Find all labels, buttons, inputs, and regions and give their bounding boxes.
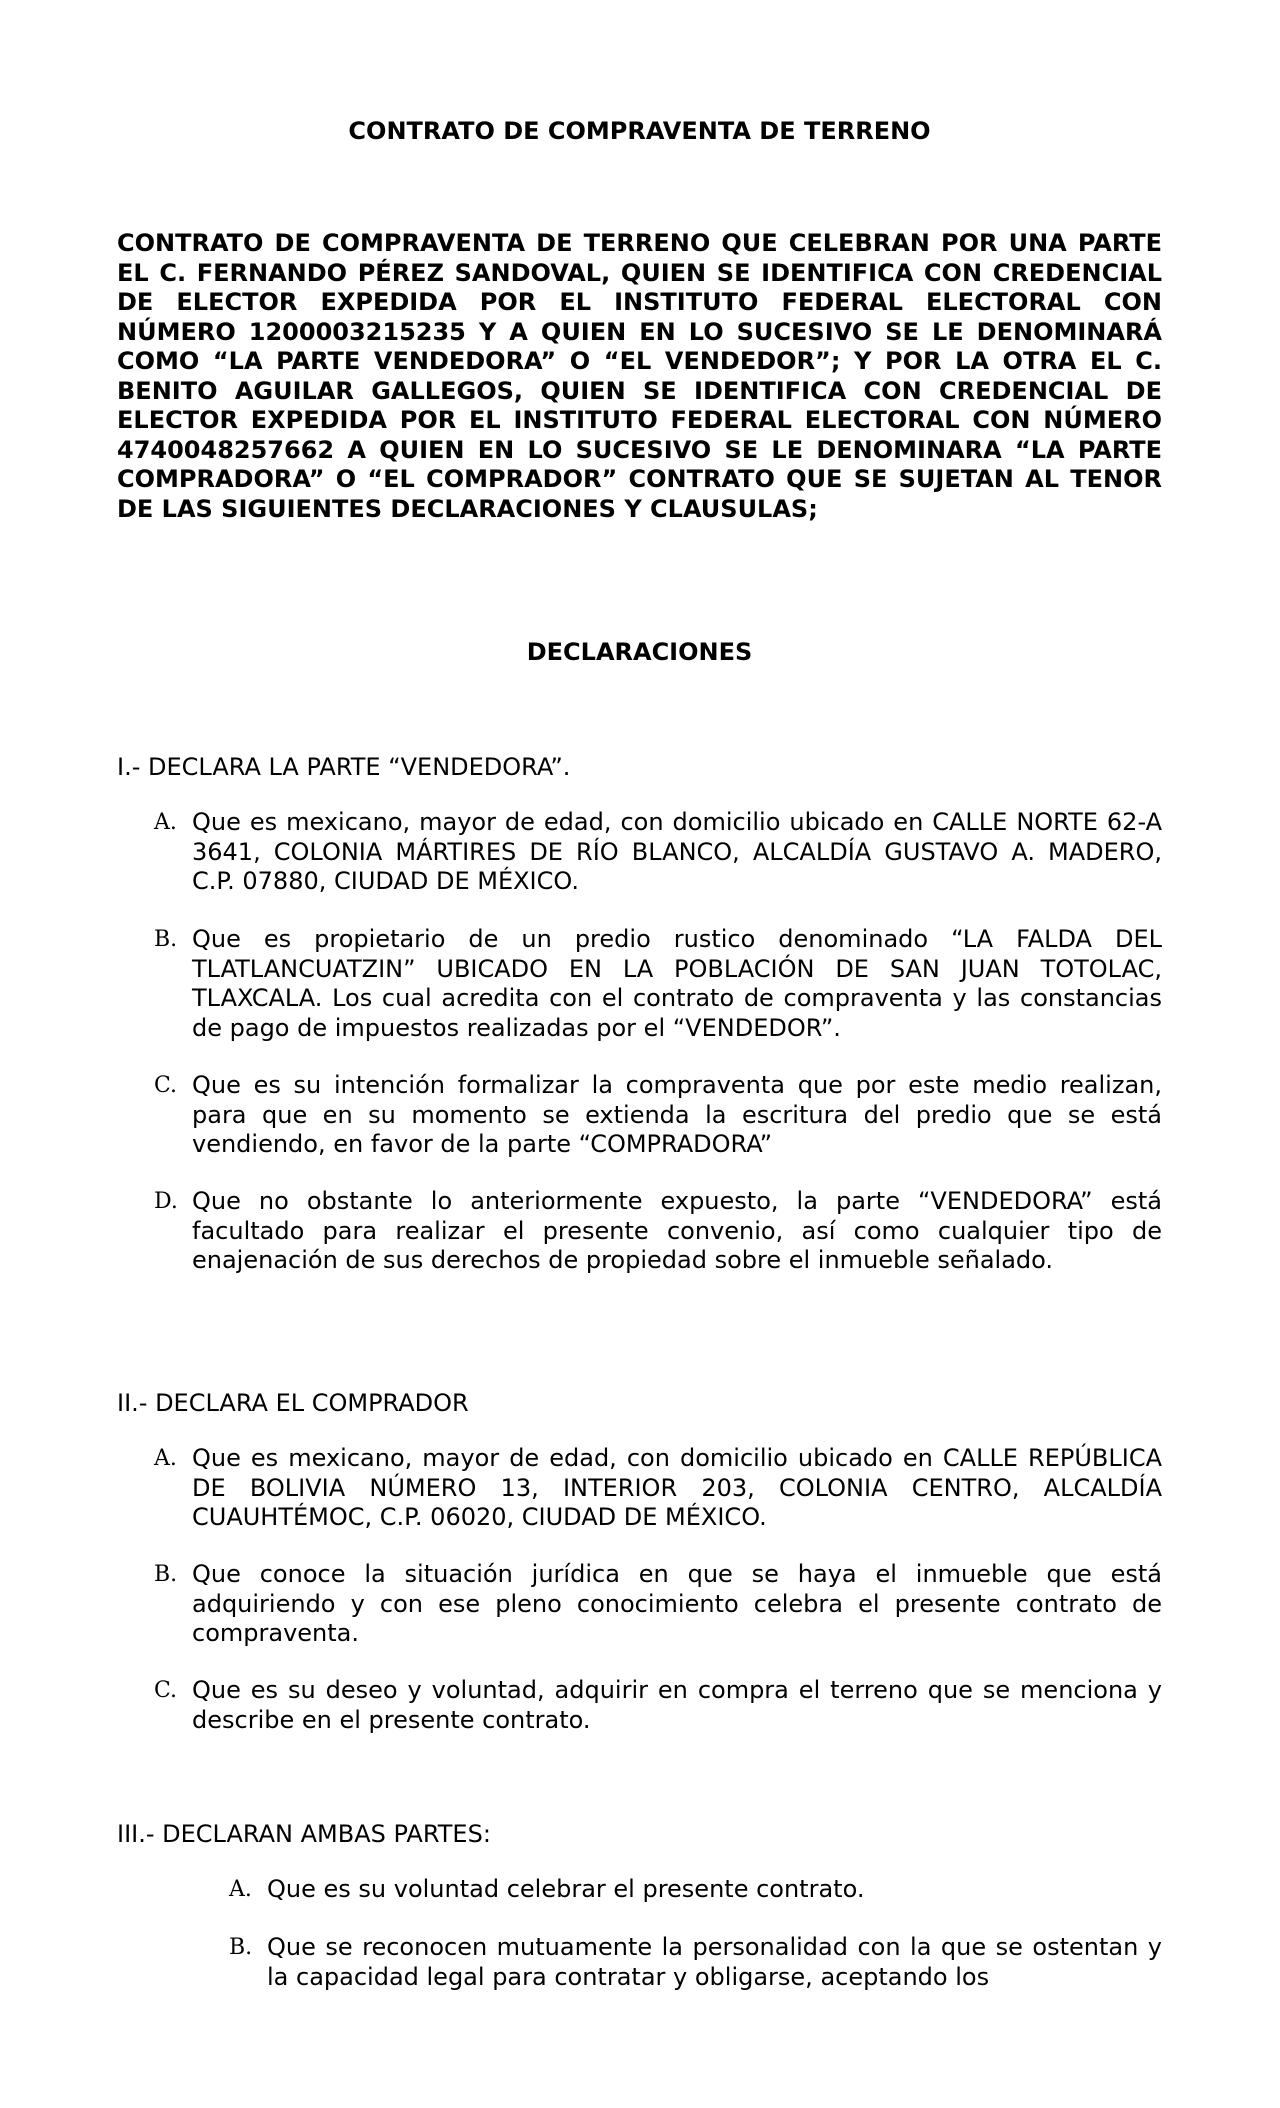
section-label-ambas-partes: III.- DECLARAN AMBAS PARTES: xyxy=(117,1820,491,1848)
list-item-text: Que es propietario de un predio rustico denominado “LA FALDA DEL TLATLANCUATZIN” UBICADO EN LA POBLACIÓN DE SAN JUAN TOTOLAC, TLAXCALA. Los cual acredita con el contrato de compraventa y las constancias de pago de impuestos realizadas por el “VENDEDOR”. xyxy=(192,925,1162,1042)
document-title: CONTRATO DE COMPRAVENTA DE TERRENO xyxy=(348,117,931,145)
list-marker: D. xyxy=(154,1189,178,1214)
section-label-vendedora: I.- DECLARA LA PARTE “VENDEDORA”. xyxy=(117,753,571,781)
list-item-text: Que es su deseo y voluntad, adquirir en compra el terreno que se menciona y describe en el presente contrato. xyxy=(192,1676,1162,1734)
list-marker: C. xyxy=(154,1678,178,1703)
list-marker: C. xyxy=(154,1073,178,1098)
contract-preamble: CONTRATO DE COMPRAVENTA DE TERRENO QUE CELEBRAN POR UNA PARTE EL C. FERNANDO PÉREZ SANDOVAL, QUIEN SE IDENTIFICA CON CREDENCIAL DE ELECTOR EXPEDIDA POR EL INSTITUTO FEDERAL ELECTORAL CON NÚMERO 1200003215235 Y A QUIEN EN LO SUCESIVO SE LE DENOMINARÁ COMO “LA PARTE VENDEDORA” O “EL VENDEDOR”; Y POR LA OTRA EL C. BENITO AGUILAR GALLEGOS, QUIEN SE IDENTIFICA CON CREDENCIAL DE ELECTOR EXPEDIDA POR EL INSTITUTO FEDERAL ELECTORAL CON NÚMERO 4740048257662 A QUIEN EN LO SUCESIVO SE LE DENOMINARA “LA PARTE COMPRADORA” O “EL COMPRADOR” CONTRATO QUE SE SUJETAN AL TENOR DE LAS SIGUIENTES DECLARACIONES Y CLAUSULAS; xyxy=(117,229,1162,523)
list-item-text: Que conoce la situación jurídica en que se haya el inmueble que está adquiriendo y con ese pleno conocimiento celebra el presente contrato de compraventa. xyxy=(192,1560,1162,1647)
list-item-text: Que es mexicano, mayor de edad, con domicilio ubicado en CALLE NORTE 62-A 3641, COLONIA MÁRTIRES DE RÍO BLANCO, ALCALDÍA GUSTAVO A. MADERO, C.P. 07880, CIUDAD DE MÉXICO. xyxy=(192,808,1162,895)
list-marker: A. xyxy=(154,1446,177,1471)
list-marker: B. xyxy=(229,1935,253,1960)
list-item-text: Que es su intención formalizar la compraventa que por este medio realizan, para que en su momento se extienda la escritura del predio que se está vendiendo, en favor de la parte “COMPRADORA” xyxy=(192,1071,1162,1158)
list-marker: A. xyxy=(229,1877,252,1902)
list-item xyxy=(154,925,1162,1043)
list-item-text: Que se reconocen mutuamente la personalidad con la que se ostentan y la capacidad legal para contratar y obligarse, aceptando los xyxy=(267,1933,1162,1991)
list-item-text: Que es mexicano, mayor de edad, con domicilio ubicado en CALLE REPÚBLICA DE BOLIVIA NÚMERO 13, INTERIOR 203, COLONIA CENTRO, ALCALDÍA CUAUHTÉMOC, C.P. 06020, CIUDAD DE MÉXICO. xyxy=(192,1444,1162,1531)
list-item xyxy=(154,1560,1162,1649)
list-marker: B. xyxy=(154,927,178,952)
declaraciones-heading: DECLARACIONES xyxy=(526,638,753,666)
list-item-text: Que es su voluntad celebrar el presente contrato. xyxy=(267,1875,865,1903)
list-marker: A. xyxy=(154,810,177,835)
list-marker: B. xyxy=(154,1562,178,1587)
section-label-comprador: II.- DECLARA EL COMPRADOR xyxy=(117,1389,469,1417)
list-item-text: Que no obstante lo anteriormente expuesto, la parte “VENDEDORA” está facultado para realizar el presente convenio, así como cualquier tipo de enajenación de sus derechos de propiedad sobre el inmueble señalado. xyxy=(192,1187,1162,1274)
list-item xyxy=(154,808,1162,897)
list-item xyxy=(154,1071,1162,1160)
list-item xyxy=(154,1187,1162,1276)
list-item xyxy=(154,1676,1162,1735)
list-item xyxy=(154,1444,1162,1533)
list-item xyxy=(229,1875,1162,1905)
list-item xyxy=(229,1933,1162,1992)
